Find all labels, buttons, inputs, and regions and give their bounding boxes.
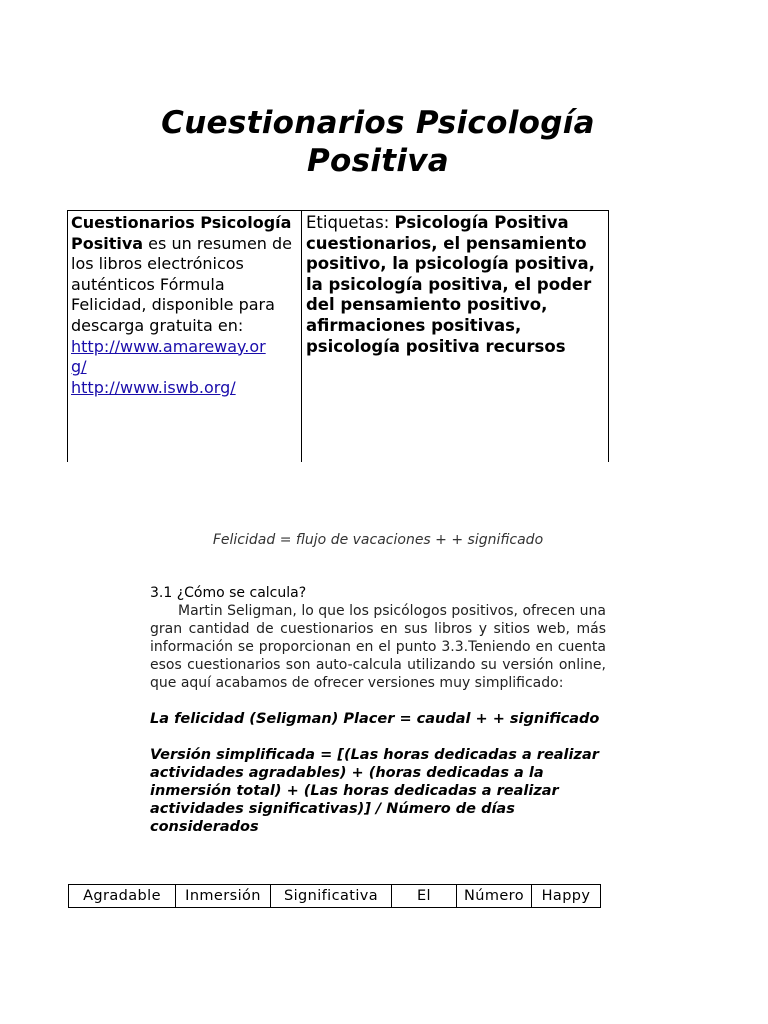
table-header-cell: El (392, 885, 457, 908)
title-line-2: Positiva (306, 143, 450, 179)
tags-list: Psicología Positiva cuestionarios, el pensamiento positivo, la psicología positiva, la psicología positiva, el poder del pensamiento positivo, afirmaciones positivas, psicología positiva recursos (306, 213, 595, 356)
intro-description (71, 213, 297, 398)
calculation-section (150, 585, 606, 836)
table-header-cell: Significativa (271, 885, 392, 908)
simplified-formula: Versión simplificada = [(Las horas dedicadas a realizar actividades agradables) + (horas dedicadas a la inmersión total) + (Las horas dedicadas a realizar actividades significativas)] / Número de días considerados (150, 747, 599, 835)
box-divider (301, 211, 302, 462)
intro-box (67, 210, 609, 462)
title-line-1: Cuestionarios Psicología (161, 105, 595, 141)
happiness-formula: Felicidad = flujo de vacaciones + + significado (212, 532, 544, 548)
amareway-link-part2[interactable]: g/ (71, 357, 87, 377)
table-header-cell: Número (457, 885, 532, 908)
seligman-formula: La felicidad (Seligman) Placer = caudal + + significado (150, 711, 600, 727)
document-title (0, 104, 756, 180)
iswb-link[interactable]: http://www.iswb.org/ (71, 377, 236, 397)
table-header-row (69, 885, 601, 908)
amareway-link[interactable] (71, 337, 297, 378)
tags-label: Etiquetas: (306, 213, 395, 232)
tags-cell (306, 213, 610, 357)
section-heading: 3.1 ¿Cómo se calcula? (150, 585, 307, 601)
score-table (68, 884, 601, 908)
intro-bold-lead: Cuestionarios Psicología Positiva (71, 213, 292, 253)
intro-text: es un resumen de los libros electrónicos auténticos Fórmula Felicidad, disponible para descarga gratuita en: (71, 233, 293, 335)
table-header-cell: Inmersión (176, 885, 271, 908)
table-header-cell: Agradable (69, 885, 176, 908)
table-header-cell: Happy (532, 885, 601, 908)
section-paragraph: Martin Seligman, lo que los psicólogos positivos, ofrecen una gran cantidad de cuestionarios en sus libros y sitios web, más información se proporcionan en el punto 3.3.Teniendo en cuenta esos cuestionarios son auto-calcula utilizando su versión online, que aquí acabamos de ofrecer versiones muy simplificado: (150, 603, 606, 691)
amareway-link-part1[interactable]: http://www.amareway.or (71, 336, 266, 356)
